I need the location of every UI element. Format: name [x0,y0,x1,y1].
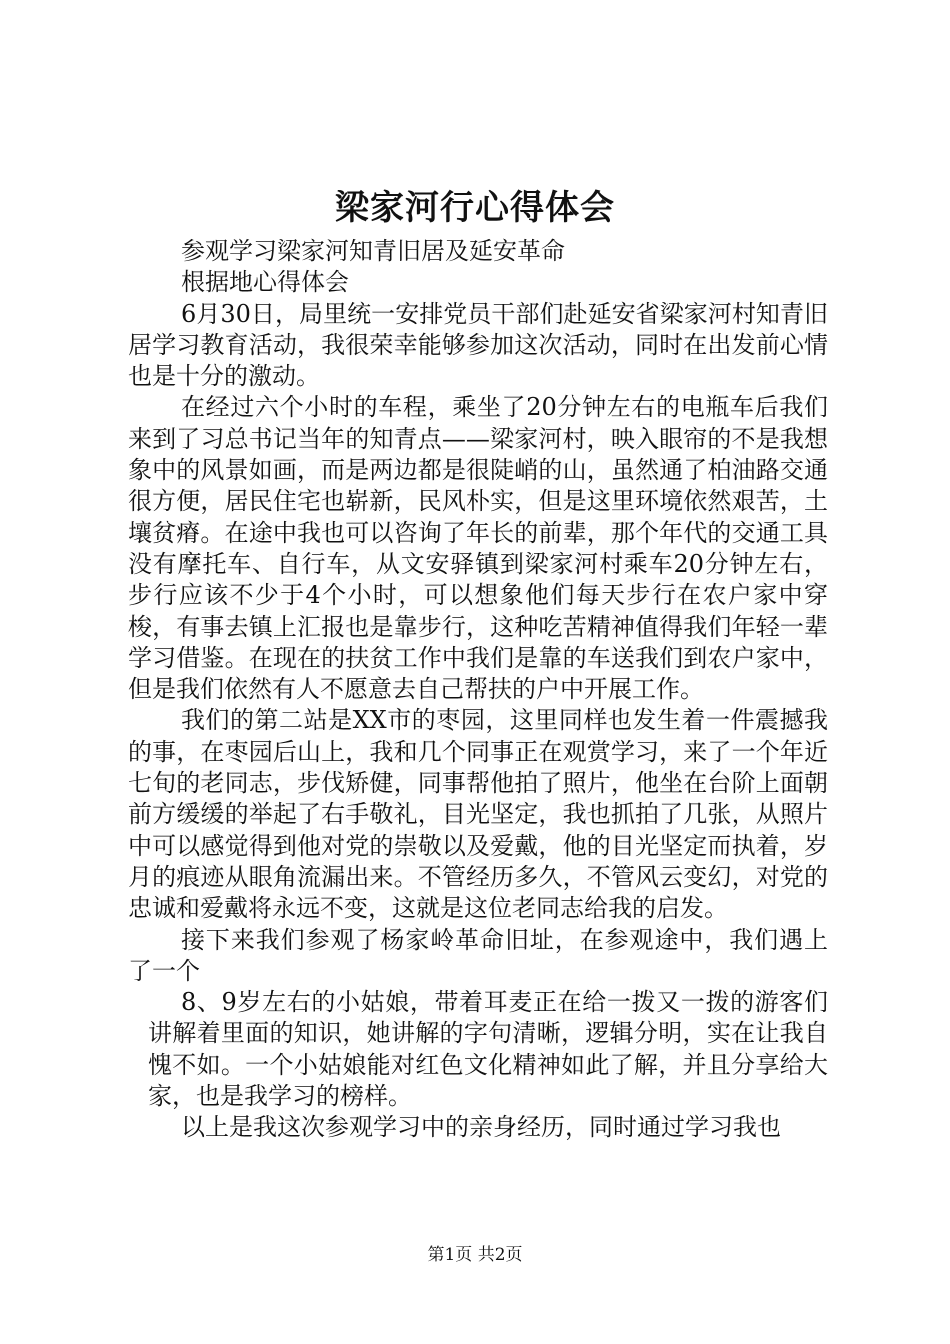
page-indicator: 第1页 共2页 [427,1245,523,1265]
subtitle-line-2: 根据地心得体会 [181,268,349,297]
document-title: 梁家河行心得体会 [335,188,615,228]
paragraph-2: 在经过六个小时的车程，乘坐了20分钟左右的电瓶车后我们来到了习总书记当年的知青点——梁家河村，映入眼帘的不是我想象中的风景如画，而是两边都是很陡峭的山，虽然通了柏油路交通很方便，居民住宅也崭新，民风朴实，但是这里环境依然艰苦，土壤贫瘠。在途中我也可以咨询了年长的前辈，那个年代的交通工具没有摩托车、自行车，从文安驿镇到梁家河村乘车20分钟左右，步行应该不少于4个小时，可以想象他们每天步行在农户家中穿梭，有事去镇上汇报也是靠步行，这种吃苦精神值得我们年轻一辈学习借鉴。在现在的扶贫工作中我们是靠的车送我们到农户家中，但是我们依然有人不愿意去自己帮扶的户中开展工作。 [128,393,828,704]
paragraph-6: 以上是我这次参观学习中的亲身经历，同时通过学习我也 [181,1113,781,1142]
document-body [128,236,828,1144]
paragraph-3: 我们的第二站是XX市的枣园，这里同样也发生着一件震撼我的事，在枣园后山上，我和几个同事正在观赏学习，来了一个年近七旬的老同志，步伐矫健，同事帮他拍了照片，他坐在台阶上面朝前方缓缓的举起了右手敬礼，目光坚定，我也抓拍了几张，从照片中可以感觉得到他对党的崇敬以及爱戴，他的目光坚定而执着，岁月的痕迹从眼角流漏出来。不管经历多久，不管风云变幻，对党的忠诚和爱戴将永远不变，这就是这位老同志给我的启发。 [128,706,828,923]
subtitle-line-1: 参观学习梁家河知青旧居及延安革命 [181,237,565,265]
paragraph-1: 6月30日，局里统一安排党员干部们赴延安省梁家河村知青旧居学习教育活动，我很荣幸能够参加这次活动，同时在出发前心情也是十分的激动。 [128,299,828,391]
paragraph-5: 8、9岁左右的小姑娘，带着耳麦正在给一拨又一拨的游客们讲解着里面的知识，她讲解的字句清晰，逻辑分明，实在让我自愧不如。一个小姑娘能对红色文化精神如此了解，并且分享给大家，也是我学习的榜样。 [148,988,828,1111]
paragraph-4: 接下来我们参观了杨家岭革命旧址，在参观途中，我们遇上了一个 [128,925,828,985]
